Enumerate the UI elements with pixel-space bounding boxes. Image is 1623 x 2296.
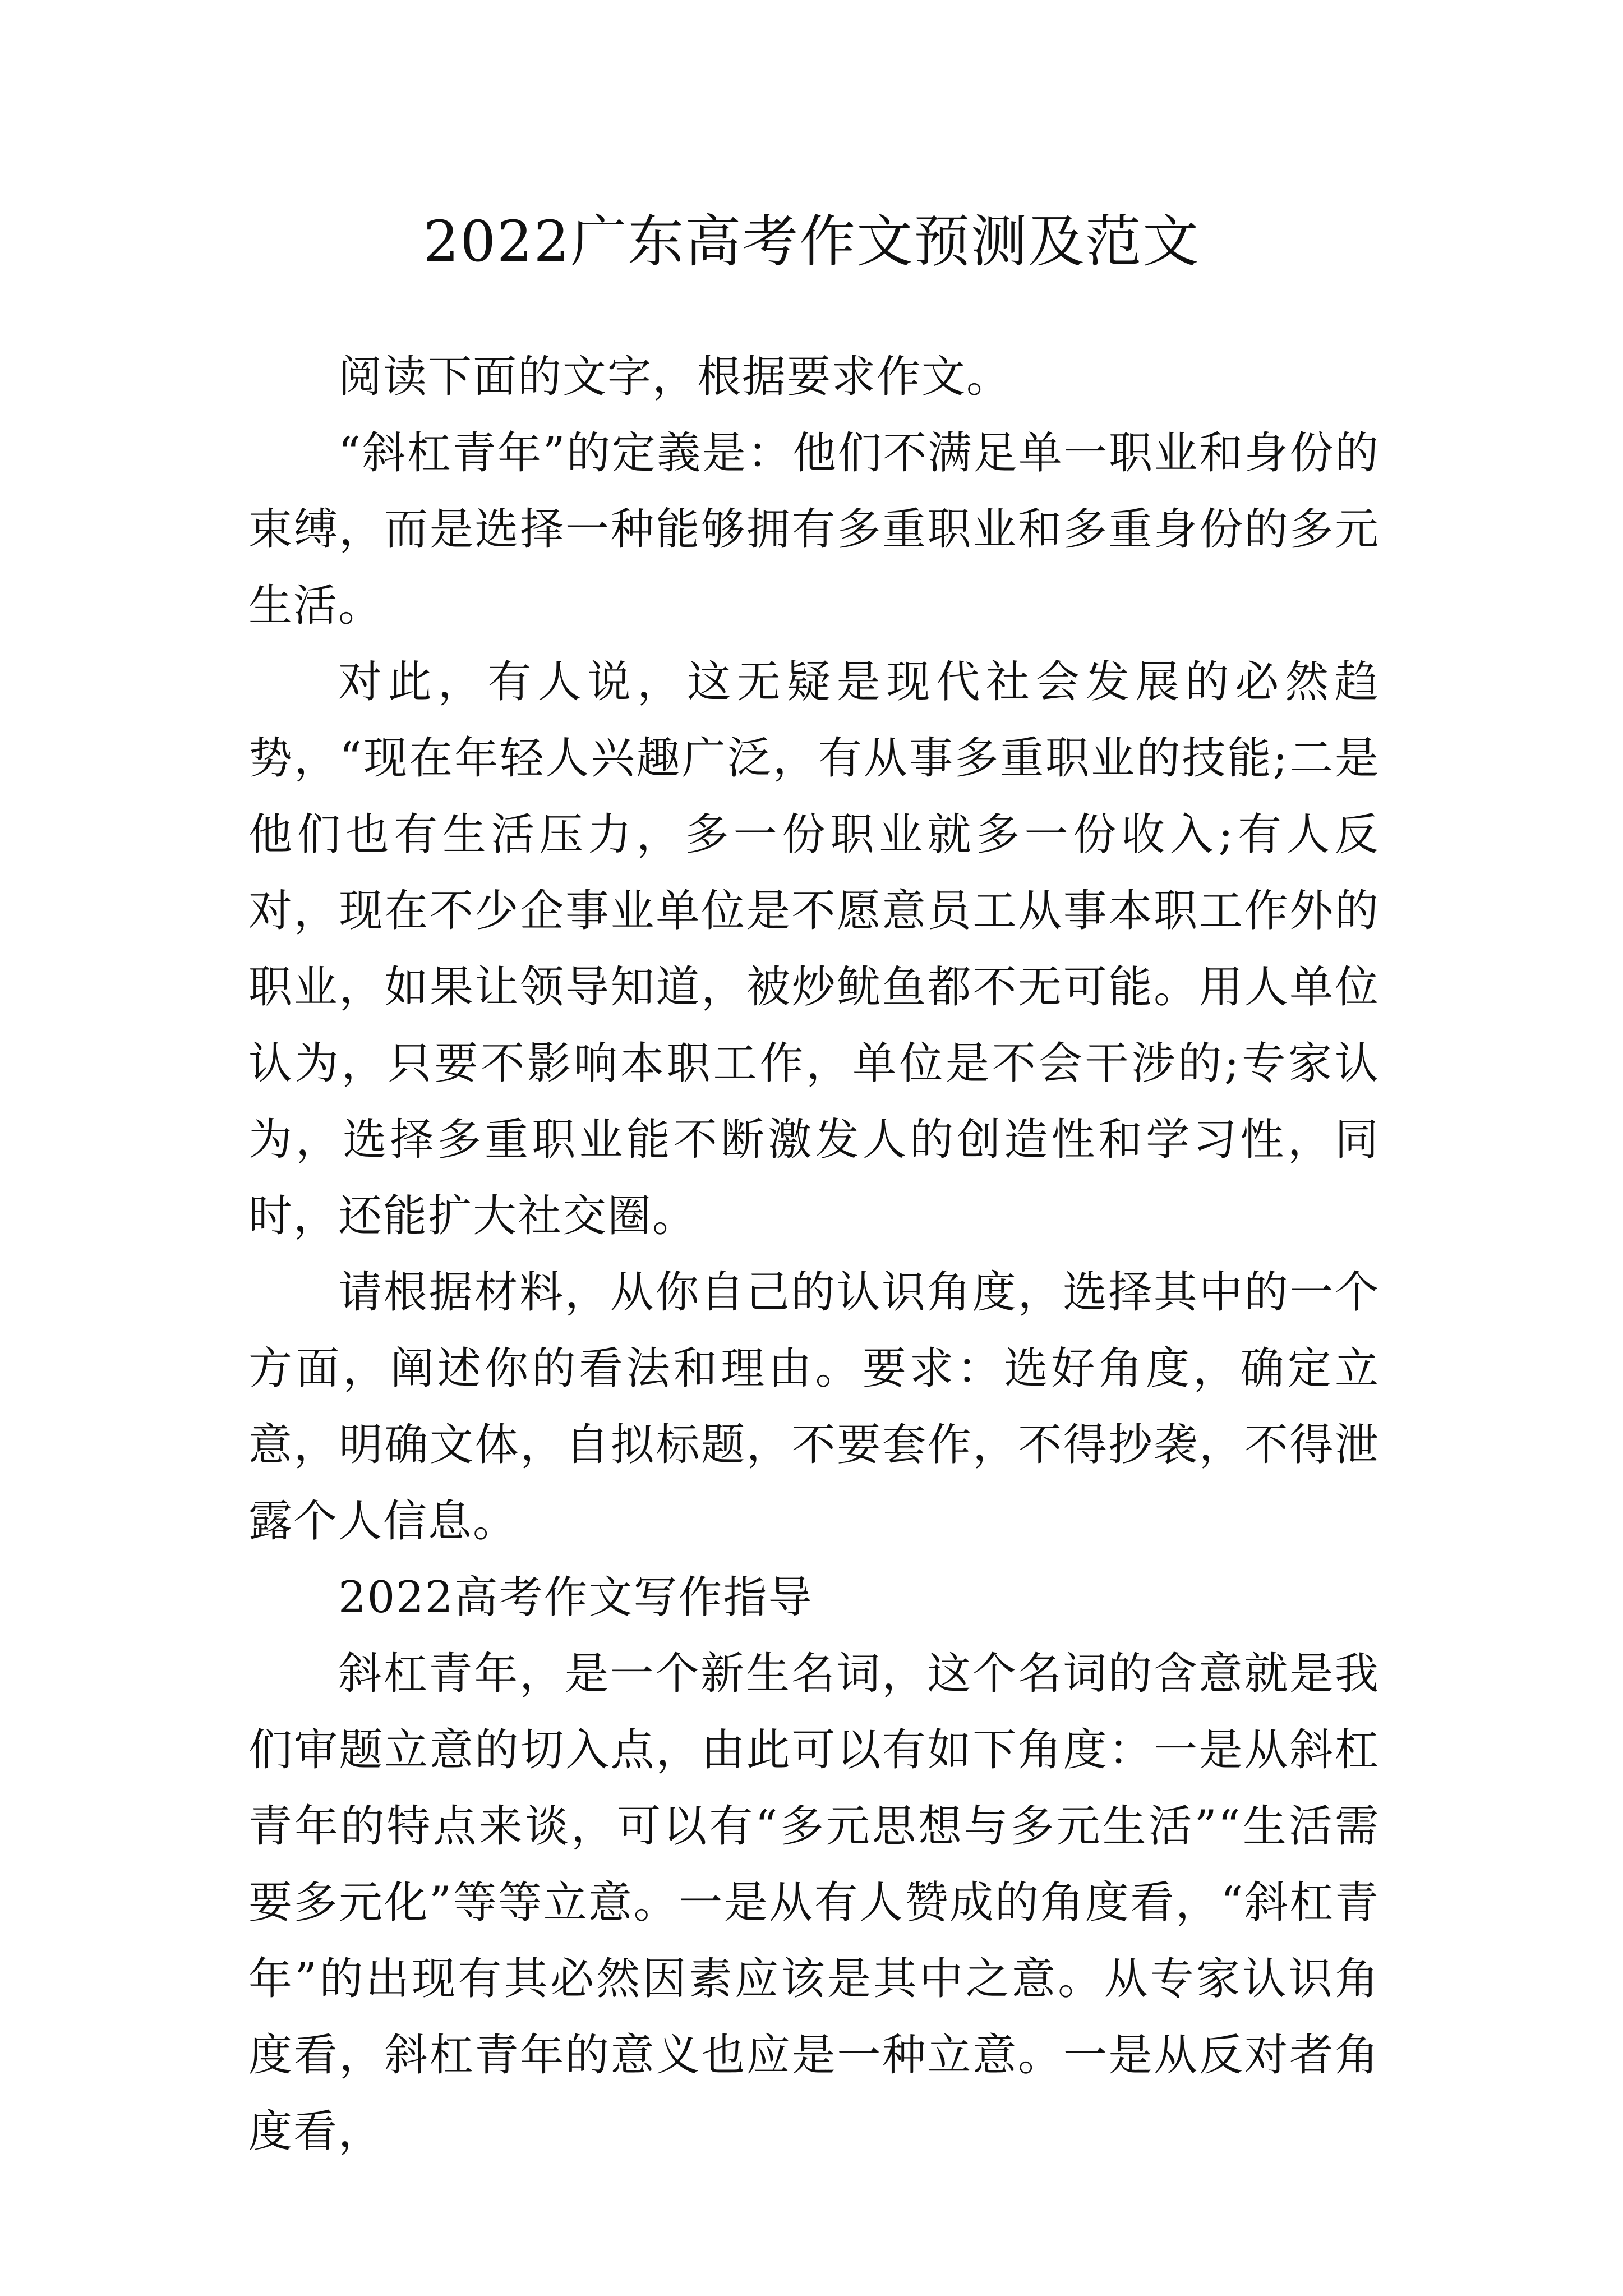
paragraph-guide-heading: 2022高考作文写作指导 bbox=[338, 1572, 813, 1623]
paragraph-guide-body: 斜杠青年，是一个新生名词，这个名词的含意就是我们审题立意的切入点，由此可以有如下角度：一是从斜杠青年的特点来谈，可以有“多元思想与多元生活”“生活需要多元化”等等立意。一是从有人赞成的角度看，“斜杠青年”的出现有其必然因素应该是其中之意。从专家认识角度看，斜杠青年的意义也应是一种立意。一是从反对者角度看， bbox=[248, 1649, 1380, 2157]
document-title: 2022广东高考作文预测及范文 bbox=[423, 209, 1200, 274]
document-body bbox=[248, 339, 1380, 2170]
paragraph-instruction: 阅读下面的文字，根据要求作文。 bbox=[338, 352, 1012, 402]
paragraph-opinions: 对此，有人说，这无疑是现代社会发展的必然趋势，“现在年轻人兴趣广泛，有从事多重职业的技能;二是他们也有生活压力，多一份职业就多一份收入;有人反对，现在不少企事业单位是不愿意员工从事本职工作外的职业，如果让领导知道，被炒鱿鱼都不无可能。用人单位认为，只要不影响本职工作，单位是不会干涉的;专家认为，选择多重职业能不断激发人的创造性和学习性，同时，还能扩大社交圈。 bbox=[248, 657, 1380, 1241]
paragraph-definition: “斜杠青年”的定義是：他们不满足单一职业和身份的束缚，而是选择一种能够拥有多重职业和多重身份的多元生活。 bbox=[248, 428, 1380, 631]
paragraph-requirements: 请根据材料，从你自己的认识角度，选择其中的一个方面，阐述你的看法和理由。要求：选好角度，确定立意，明确文体，自拟标题，不要套作，不得抄袭，不得泄露个人信息。 bbox=[248, 1267, 1380, 1547]
